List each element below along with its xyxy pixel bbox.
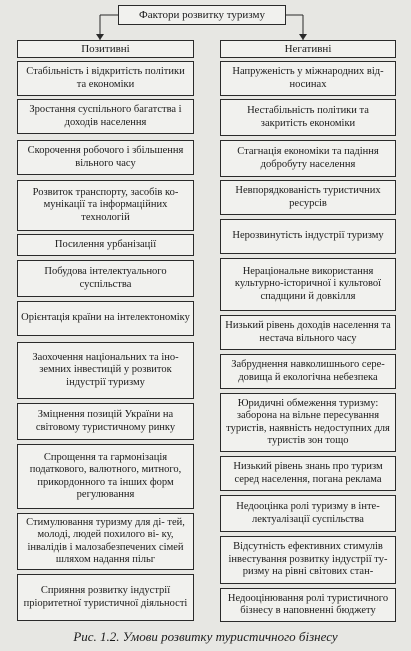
figure-caption: Рис. 1.2. Умови розвитку туристичного бізнесу — [73, 629, 338, 644]
negative-factor-item: Юридичні обмеження туризму: заборона на вільне пересування туристів, наявність недоступних для туристів зон тощо — [220, 393, 396, 452]
negative-factor-item: Недооцінювання ролі туристичного бізнесу в наповненні бюджету — [220, 588, 396, 622]
negative-factor-item: Низький рівень знань про туризм серед населення, погана реклама — [220, 456, 396, 491]
positive-factor-item: Розвиток транспорту, засобів ко- мунікації та інформаційних технологій — [17, 180, 194, 231]
negative-factor-item: Відсутність ефективних стимулів інвестування розвитку індустрії ту- ризму на рівні світових стан- — [220, 536, 396, 584]
negative-factor-item: Напруженість у міжнародних від- носинах — [220, 61, 396, 96]
positive-factor-item: Стимулювання туризму для ді- тей, молоді, людей похилого ві- ку, інвалідів і малозабезпечених сімей шляхом надання пільг — [17, 513, 194, 570]
negative-factor-item: Стагнація економіки та падіння добробуту населення — [220, 140, 396, 177]
positive-factor-item: Орієнтація країни на інтелектономіку — [17, 301, 194, 336]
negative-factor-item: Нераціональне використання культурно-історичної і культової спадщини й довкілля — [220, 258, 396, 311]
positive-factor-item: Зростання суспільного багатства і доходів населення — [17, 99, 194, 134]
positive-factor-item: Скорочення робочого і збільшення вільного часу — [17, 140, 194, 175]
negative-factor-item: Низький рівень доходів населення та нестача вільного часу — [220, 315, 396, 350]
positive-factor-item: Стабільність і відкритість політики та економіки — [17, 61, 194, 96]
positive-factor-item: Заохочення національних та іно- земних інвестицій у розвиток індустрії туризму — [17, 342, 194, 399]
positive-factor-item: Сприяння розвитку індустрії пріоритетної туристичної діяльності — [17, 574, 194, 621]
positive-header: Позитивні — [17, 40, 194, 58]
positive-factor-item: Посилення урбанізації — [17, 234, 194, 256]
negative-factor-item: Невпорядкованість туристичних ресурсів — [220, 180, 396, 215]
diagram-title: Фактори розвитку туризму — [118, 5, 286, 25]
negative-factor-item: Нестабільність політики та закритість економіки — [220, 99, 396, 136]
positive-factor-item: Побудова інтелектуального суспільства — [17, 260, 194, 297]
negative-factor-item: Недооцінка ролі туризму в інте- лектуалізації суспільства — [220, 495, 396, 532]
negative-factor-item: Нерозвинутість індустрії туризму — [220, 219, 396, 254]
positive-factor-item: Спрощення та гармонізація податкового, валютного, митного, прикордонного та інших форм регулювання — [17, 444, 194, 509]
negative-header: Негативні — [220, 40, 396, 58]
positive-factor-item: Зміцнення позицій України на світовому туристичному ринку — [17, 403, 194, 440]
negative-factor-item: Забруднення навколишнього сере- довища й екологічна небезпека — [220, 354, 396, 389]
